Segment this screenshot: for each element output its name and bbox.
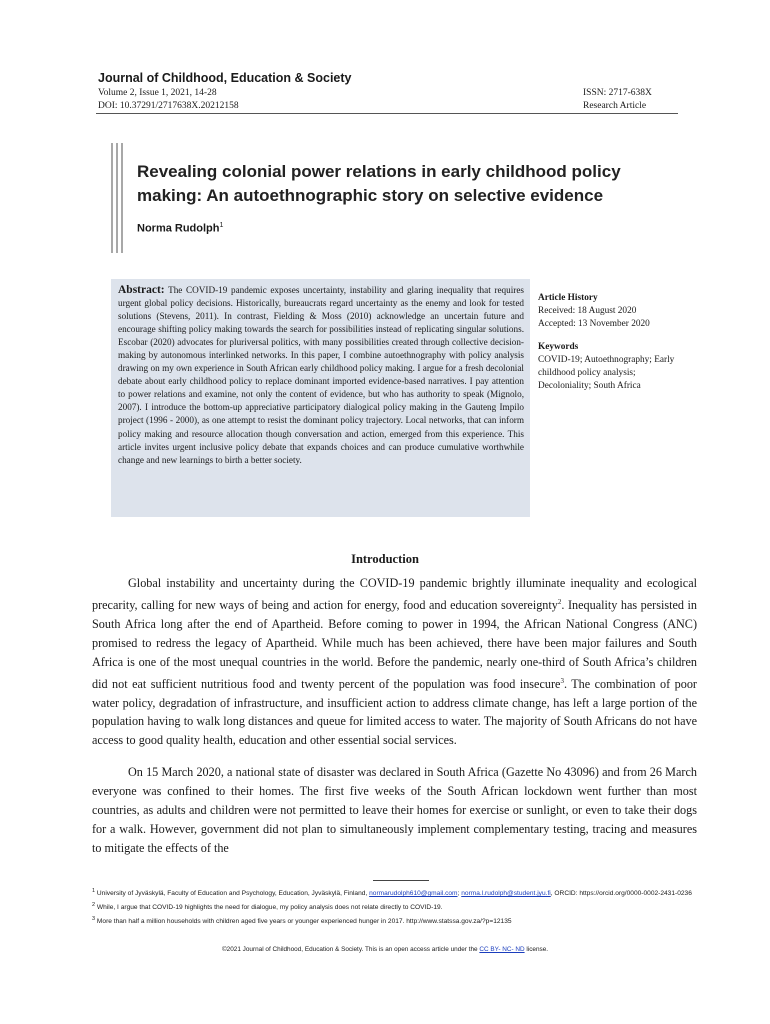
license-link[interactable]: CC BY- NC- ND bbox=[479, 946, 525, 953]
accepted-date: Accepted: 13 November 2020 bbox=[538, 319, 650, 329]
orcid: , ORCID: https://orcid.org/0000-0002-2431-0236 bbox=[550, 890, 692, 898]
footnote-ref-3[interactable]: 3 bbox=[560, 676, 564, 685]
author-name: Norma Rudolph bbox=[137, 222, 220, 235]
footnote-1: $^1$ University of Jyväskylä, Faculty of Education and Psychology, Education, Jyväskylä, Finland, normarudolph610@gmail.com; norma.l.rudolph@student.jyu.fi, ORCID: https://orcid.org/0000-0002-2431-0236 bbox=[92, 888, 692, 898]
footnotes bbox=[92, 886, 692, 929]
title-decoration-bars bbox=[111, 143, 125, 253]
intro-paragraph-1 bbox=[92, 574, 697, 750]
keywords-text: COVID-19; Autoethnography; Early childhood policy analysis; Decoloniality; South Africa bbox=[538, 355, 675, 391]
p1-text-b: . Inequality has persisted in South Africa long after the end of Apartheid. Before coming to power in 1994, the African National Congress (ANC) promised to redress the legacy of Apartheid. While much has been achieved, there have been major failures and South Africa is one of the most unequal countries in the world. Before the pandemic, nearly one-third of South Africa’s children did not eat sufficient nutritious food and twenty percent of the population was food insecure bbox=[92, 597, 697, 691]
article-title: Revealing colonial power relations in early childhood policy making: An autoethnographic story on selective evidence bbox=[137, 162, 621, 205]
abstract-label: Abstract: bbox=[118, 284, 165, 296]
abstract bbox=[118, 284, 524, 467]
p1-text-c: . The combination of poor water policy, degradation of infrastructure, and insufficient action to address climate change, has left a large portion of the population having to walk long distances and queue for limited access to water. The majority of South Africans do not have access to good quality health, education and other essential social services. bbox=[92, 676, 697, 748]
keywords bbox=[538, 341, 678, 393]
author bbox=[137, 222, 223, 235]
intro-paragraph-2 bbox=[92, 763, 697, 858]
article-history-heading: Article History bbox=[538, 293, 598, 303]
footnote-2: $^2$ While, I argue that COVID-19 highlights the need for dialogue, my policy analysis does not relate directly to COVID-19. bbox=[92, 902, 443, 912]
footnote-divider bbox=[373, 880, 429, 881]
issn-block bbox=[583, 87, 652, 113]
p1-text-a: Global instability and uncertainty during the COVID-19 pandemic brightly illuminate inequality and ecological precarity, calling for new ways of being and action for energy, food and education sovereignty bbox=[92, 576, 697, 612]
article-type: Research Article bbox=[583, 101, 647, 111]
issue-info bbox=[98, 87, 239, 113]
issn: ISSN: 2717-638X bbox=[583, 88, 652, 98]
doi[interactable]: DOI: 10.37291/2717638X.20212158 bbox=[98, 101, 239, 111]
email-link-2[interactable]: norma.l.rudolph@student.jyu.fi bbox=[461, 890, 551, 898]
volume-issue: Volume 2, Issue 1, 2021, 14-28 bbox=[98, 88, 217, 98]
keywords-heading: Keywords bbox=[538, 342, 579, 352]
email-link-1[interactable]: normarudolph610@gmail.com bbox=[369, 890, 458, 898]
received-date: Received: 18 August 2020 bbox=[538, 306, 637, 316]
introduction-heading: Introduction bbox=[351, 552, 419, 566]
author-footnote-marker[interactable]: 1 bbox=[219, 222, 224, 229]
header-divider bbox=[96, 113, 678, 114]
copyright-line: ©2021 Journal of Childhood, Education & Society. This is an open access article under the CC BY- NC- ND license. bbox=[221, 946, 549, 953]
journal-name: Journal of Childhood, Education & Society bbox=[98, 71, 352, 85]
footnote-ref-2[interactable]: 2 bbox=[557, 597, 562, 606]
p2-text: On 15 March 2020, a national state of disaster was declared in South Africa (Gazette No 43096) and from 26 March everyone was confined to their homes. The first five weeks of the South African lockdown went further than most countries, as adults and children were not permitted to leave their homes for exercise or sunlight, or even to take their dogs for a walk. However, government did not plan to simultaneously implement complementary testing, tracing and measures to mitigate the effects of the bbox=[92, 765, 697, 855]
article-history bbox=[538, 292, 650, 331]
footnote-3: $^3$ More than half a million households with children aged five years or younger experienced hunger in 2017. http://www.statssa.gov.za/?p=12135 bbox=[92, 916, 512, 926]
abstract-text: The COVID-19 pandemic exposes uncertainty, instability and glaring inequality that requires urgent global policy decisions. Historically, bureaucrats regard uncertainty as the enemy and look for tested solutions (Stevens, 2011). In contrast, Fielding & Moss (2010) acknowledge an uncertain future and encourage shifting policy making towards the search for possibilities instead of replicating singular solutions. Escobar (2020) advocates for pluriversal politics, with many possibilities created through collective decision-making by autonomous interlinked networks. In this paper, I combine autoethnography with policy analysis drawing on my own experience in South African early childhood policy making. I argue for a fresh decolonial debate about early childhood policy to replace dominant imported evidence-based narratives. I pay attention to power relations and examine, not only the content of evidence, but who has authority to speak (Mignolo, 2007). I introduce the bottom-up appreciative participatory dialogical policy making in the Gauteng Impilo project (1996 - 2000), as one attempt to resist the dominant policy trajectory. Local networks, that can inform policy making and resource allocation though conversation and action, emerged from this experience. This article invites urgent inclusive policy debate that expands choices and can produce cumulative worthwhile change and new learnings to birth a better society. bbox=[118, 285, 524, 465]
